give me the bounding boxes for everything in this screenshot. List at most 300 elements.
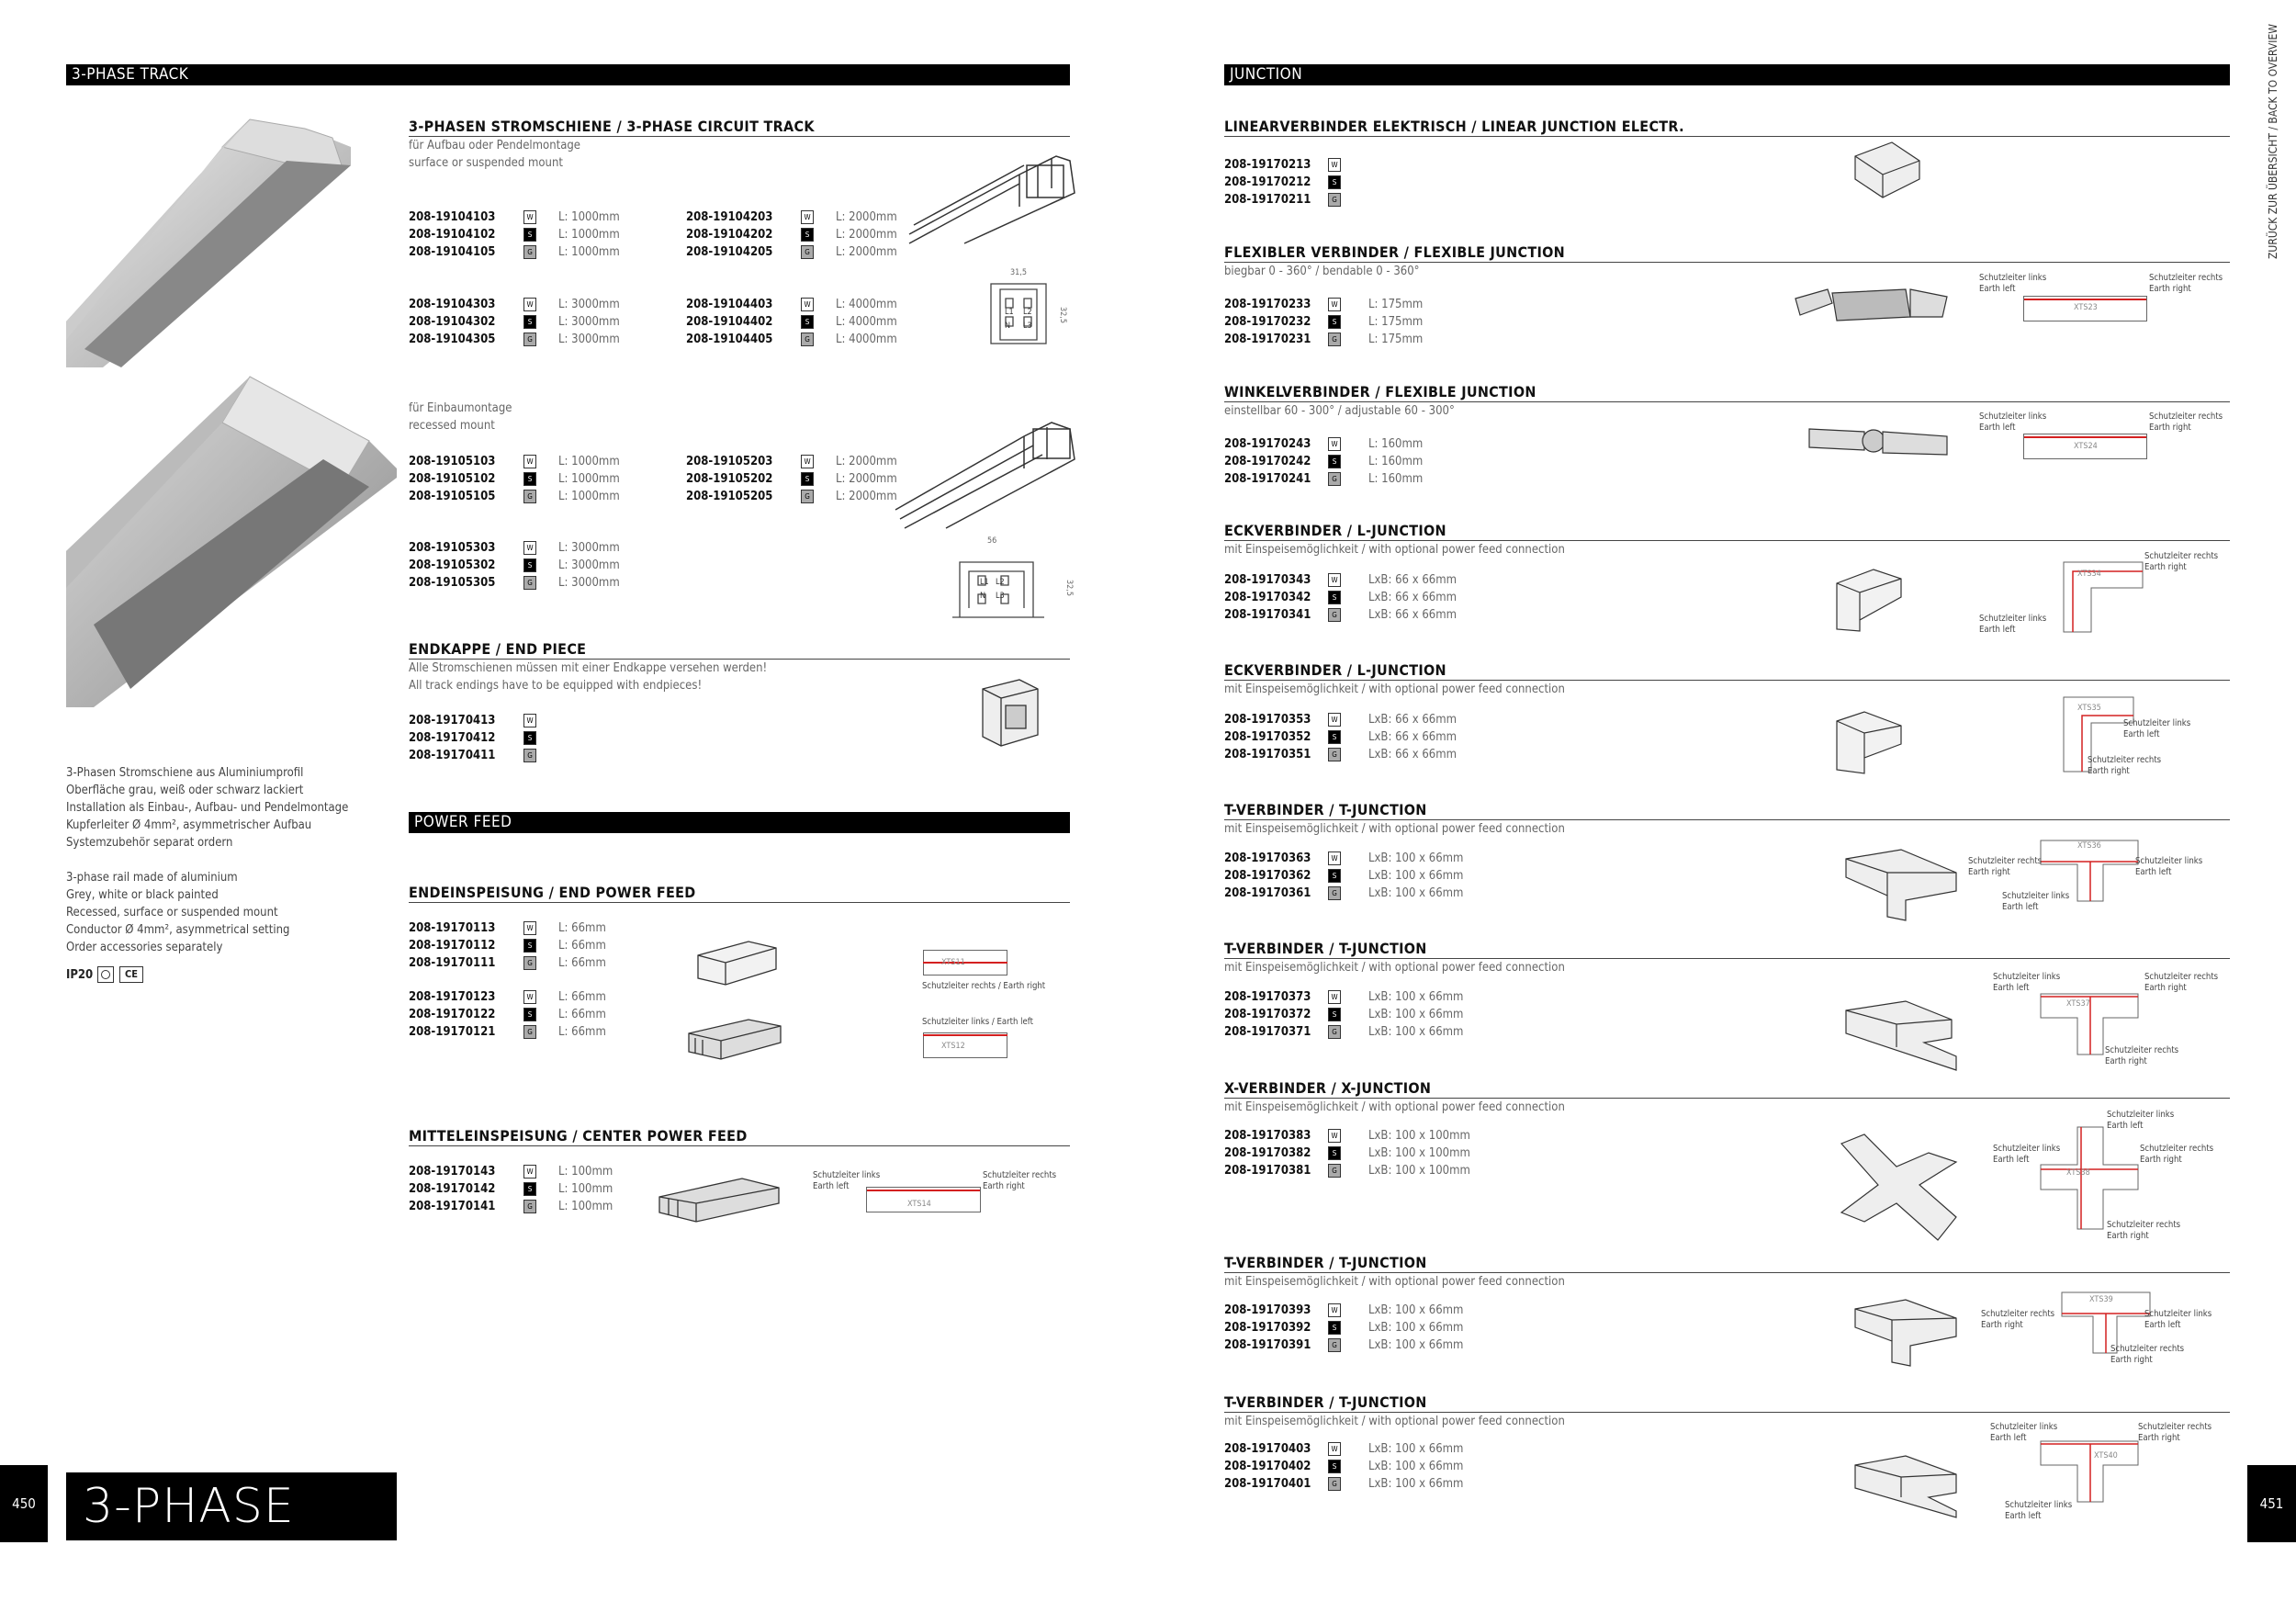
product-row <box>409 1163 684 1180</box>
xts11-label: XTS11 <box>941 958 965 967</box>
center-left-label-2: Earth left <box>813 1181 850 1191</box>
page-number-left: 450 <box>0 1465 48 1542</box>
color-swatch-icon: W <box>523 714 536 727</box>
t-junction-drawing-4 <box>1851 1451 1961 1520</box>
color-swatch-icon: G <box>523 1200 536 1213</box>
xts24-right-2: Earth right <box>2149 423 2191 433</box>
product-dimension: L: 2000mm <box>836 228 897 242</box>
article-number: 208-19104203 <box>686 210 773 224</box>
section-subtitle-1: für Aufbau oder Pendelmontage <box>409 139 581 152</box>
product-dimension: L: 2000mm <box>836 455 897 468</box>
end-feed-drawing-1 <box>693 937 781 987</box>
product-row <box>1224 711 1500 728</box>
xts37-c2: Earth right <box>2105 1056 2147 1066</box>
color-swatch-icon: S <box>523 939 536 953</box>
color-swatch-icon: S <box>523 731 536 745</box>
article-number: 208-19170122 <box>409 1008 496 1021</box>
article-number: 208-19170403 <box>1224 1442 1311 1456</box>
color-swatch-icon: W <box>523 990 536 1004</box>
article-number: 208-19170383 <box>1224 1129 1311 1143</box>
article-number: 208-19104202 <box>686 228 773 242</box>
article-number: 208-19170351 <box>1224 748 1311 761</box>
product-dimension: LxB: 66 x 66mm <box>1368 573 1458 587</box>
section-title: X-VERBINDER / X-JUNCTION <box>1224 1079 2230 1099</box>
color-swatch-icon: W <box>1328 1442 1341 1456</box>
product-row <box>1224 1127 1500 1145</box>
color-swatch-icon: S <box>1328 1008 1341 1021</box>
product-row <box>409 1023 684 1041</box>
product-row <box>1224 174 1500 191</box>
product-row <box>409 574 684 592</box>
article-number: 208-19170143 <box>409 1165 496 1179</box>
linear-junction-drawing <box>1851 142 1924 207</box>
product-group <box>1224 988 1500 1041</box>
product-row <box>1224 331 1500 348</box>
product-group <box>1224 1440 1500 1493</box>
center-feed-drawing <box>655 1174 783 1224</box>
product-row <box>686 296 962 313</box>
color-swatch-icon: G <box>1328 333 1341 346</box>
xts34-label: XTS34 <box>2077 570 2101 579</box>
t-junction-drawing-1 <box>1841 845 1961 923</box>
article-number: 208-19104403 <box>686 298 773 311</box>
recessed-subtitle-2: recessed mount <box>409 419 495 433</box>
color-swatch-icon: W <box>523 298 536 311</box>
article-number: 208-19170381 <box>1224 1164 1311 1178</box>
color-swatch-icon: S <box>523 472 536 486</box>
xts38-a2: Earth left <box>1993 1155 2030 1165</box>
product-row <box>1224 1458 1500 1475</box>
product-dimension: LxB: 100 x 66mm <box>1368 1442 1464 1456</box>
product-row <box>1224 988 1500 1006</box>
angle-junction-drawing <box>1805 418 1952 473</box>
color-swatch-icon: W <box>1328 1129 1341 1143</box>
product-dimension: LxB: 100 x 66mm <box>1368 1338 1464 1352</box>
product-row <box>409 470 684 488</box>
xts35-label: XTS35 <box>2077 704 2101 713</box>
product-row <box>409 209 684 226</box>
xts24-left-2: Earth left <box>1979 423 2016 433</box>
xts34-diagram <box>2062 560 2144 634</box>
section-title: WINKELVERBINDER / FLEXIBLE JUNCTION <box>1224 383 2230 402</box>
product-dimension: LxB: 66 x 66mm <box>1368 730 1458 744</box>
product-group <box>409 919 684 972</box>
xts40-c1: Schutzleiter links <box>2005 1500 2073 1510</box>
color-swatch-icon: G <box>523 1025 536 1039</box>
xts38-b2: Earth right <box>2140 1155 2182 1165</box>
article-number: 208-19104205 <box>686 245 773 259</box>
xts35-a2: Earth left <box>2123 729 2160 739</box>
product-group <box>1224 1127 1500 1179</box>
center-left-label-1: Schutzleiter links <box>813 1170 881 1180</box>
article-number: 208-19170231 <box>1224 333 1311 346</box>
recessed-subtitle-1: für Einbaumontage <box>409 401 512 415</box>
color-swatch-icon: G <box>523 749 536 762</box>
product-dimension: L: 3000mm <box>558 298 620 311</box>
article-number: 208-19170391 <box>1224 1338 1311 1352</box>
label2-n: N <box>980 592 986 601</box>
protection-class-icon <box>97 966 114 983</box>
product-row <box>409 1180 684 1198</box>
xts12-earth-label: Schutzleiter links / Earth left <box>922 1017 1033 1027</box>
xts40-b2: Earth right <box>2138 1433 2180 1443</box>
dimension2-height: 32,5 <box>1064 579 1075 597</box>
section-title: ECKVERBINDER / L-JUNCTION <box>1224 522 2230 541</box>
desc-de-3: Installation als Einbau-, Aufbau- und Pendelmontage <box>66 801 349 815</box>
color-swatch-icon: S <box>523 1008 536 1021</box>
section-subtitle: mit Einspeisemöglichkeit / with optional power feed connection <box>1224 1100 1565 1114</box>
center-right-label-2: Earth right <box>983 1181 1025 1191</box>
desc-de-4: Kupferleiter Ø 4mm², asymmetrischer Aufbau <box>66 818 312 832</box>
article-number: 208-19170141 <box>409 1200 496 1213</box>
product-dimension: L: 175mm <box>1368 315 1424 329</box>
color-swatch-icon: W <box>801 210 814 224</box>
article-number: 208-19104305 <box>409 333 496 346</box>
product-row <box>409 988 684 1006</box>
xts36-c2: Earth left <box>2002 902 2039 912</box>
xts11-diagram <box>923 950 1007 976</box>
article-number: 208-19170411 <box>409 749 496 762</box>
xts23-left-1: Schutzleiter links <box>1979 273 2047 283</box>
product-dimension: LxB: 100 x 66mm <box>1368 1321 1464 1335</box>
article-number: 208-19170382 <box>1224 1146 1311 1160</box>
color-swatch-icon: S <box>1328 1146 1341 1160</box>
xts36-b1: Schutzleiter links <box>2135 856 2203 866</box>
dimension-width: 31,5 <box>1010 268 1028 277</box>
color-swatch-icon: W <box>801 298 814 311</box>
color-swatch-icon: S <box>1328 315 1341 329</box>
product-row <box>409 488 684 505</box>
end-feed-drawing-2 <box>684 1015 785 1061</box>
product-row <box>1224 313 1500 331</box>
x-junction-drawing <box>1837 1130 1961 1245</box>
xts34-a1: Schutzleiter rechts <box>2144 551 2219 561</box>
product-row <box>1224 589 1500 606</box>
product-row <box>409 1006 684 1023</box>
article-number: 208-19170123 <box>409 990 496 1004</box>
product-row <box>1224 1475 1500 1493</box>
product-dimension: LxB: 100 x 66mm <box>1368 1477 1464 1491</box>
product-dimension: L: 175mm <box>1368 298 1424 311</box>
section-title: T-VERBINDER / T-JUNCTION <box>1224 1393 2230 1413</box>
desc-en-1: 3-phase rail made of aluminium <box>66 871 238 885</box>
end-piece-drawing <box>978 680 1042 749</box>
section-end-power-feed <box>409 884 1070 903</box>
section-subtitle: mit Einspeisemöglichkeit / with optional power feed connection <box>1224 961 1565 975</box>
xts23-label: XTS23 <box>2074 303 2098 312</box>
xts38-d2: Earth right <box>2107 1231 2149 1241</box>
article-number: 208-19105105 <box>409 490 496 503</box>
product-group <box>409 296 684 348</box>
product-dimension: L: 2000mm <box>836 245 897 259</box>
xts35-b2: Earth right <box>2088 766 2130 776</box>
section-header-3-phase-track: 3-PHASE TRACK <box>66 64 1070 85</box>
junction-section <box>1224 1393 2230 1430</box>
color-swatch-icon: S <box>1328 591 1341 604</box>
product-dimension: LxB: 100 x 66mm <box>1368 1008 1464 1021</box>
xts36-label: XTS36 <box>2077 841 2101 851</box>
product-dimension: L: 1000mm <box>558 245 620 259</box>
ce-mark-icon: CE <box>119 966 143 983</box>
product-dimension: L: 66mm <box>558 1025 606 1039</box>
section-title: FLEXIBLER VERBINDER / FLEXIBLE JUNCTION <box>1224 243 2230 263</box>
article-number: 208-19104302 <box>409 315 496 329</box>
section-header-junction: JUNCTION <box>1224 64 2230 85</box>
color-swatch-icon: G <box>1328 1338 1341 1352</box>
article-number: 208-19105103 <box>409 455 496 468</box>
product-dimension: L: 4000mm <box>836 315 897 329</box>
junction-section <box>1224 243 2230 280</box>
product-row <box>1224 746 1500 763</box>
color-swatch-icon: W <box>523 210 536 224</box>
article-number: 208-19105203 <box>686 455 773 468</box>
color-swatch-icon: G <box>801 333 814 346</box>
product-dimension: L: 2000mm <box>836 472 897 486</box>
section-subtitle: mit Einspeisemöglichkeit / with optional power feed connection <box>1224 1275 1565 1289</box>
section-subtitle: mit Einspeisemöglichkeit / with optional power feed connection <box>1224 682 1565 696</box>
color-swatch-icon: W <box>801 455 814 468</box>
product-group <box>1224 156 1500 209</box>
section-title: LINEARVERBINDER ELEKTRISCH / LINEAR JUNCTION ELECTR. <box>1224 118 2230 137</box>
product-row <box>409 1198 684 1215</box>
product-dimension: LxB: 100 x 66mm <box>1368 869 1464 883</box>
section-subtitle: mit Einspeisemöglichkeit / with optional power feed connection <box>1224 1415 1565 1428</box>
desc-de-2: Oberfläche grau, weiß oder schwarz lackiert <box>66 784 304 797</box>
color-swatch-icon: W <box>1328 158 1341 172</box>
color-swatch-icon: S <box>1328 730 1341 744</box>
xts34-a2: Earth right <box>2144 562 2187 572</box>
section-title: T-VERBINDER / T-JUNCTION <box>1224 940 2230 959</box>
dimension2-width: 56 <box>987 536 997 546</box>
section-title: ENDEINSPEISUNG / END POWER FEED <box>409 884 1070 903</box>
color-swatch-icon: G <box>523 490 536 503</box>
product-group <box>1224 711 1500 763</box>
xts40-diagram <box>2039 1439 2140 1504</box>
label2-l2: L2 <box>996 578 1005 587</box>
back-to-overview-text: ZURÜCK ZUR ÜBERSICHT / BACK TO OVERVIEW <box>2267 24 2279 259</box>
product-dimension: LxB: 100 x 100mm <box>1368 1164 1470 1178</box>
product-dimension: LxB: 100 x 100mm <box>1368 1129 1470 1143</box>
article-number: 208-19170112 <box>409 939 496 953</box>
product-dimension: L: 3000mm <box>558 333 620 346</box>
product-group <box>409 988 684 1041</box>
section-title: T-VERBINDER / T-JUNCTION <box>1224 801 2230 820</box>
color-swatch-icon: W <box>523 1165 536 1179</box>
product-dimension: L: 160mm <box>1368 455 1424 468</box>
label2-l1: L1 <box>980 578 989 587</box>
article-number: 208-19105305 <box>409 576 496 590</box>
color-swatch-icon: S <box>523 558 536 572</box>
article-number: 208-19105303 <box>409 541 496 555</box>
xts37-b1: Schutzleiter rechts <box>2144 972 2219 982</box>
xts14-label: XTS14 <box>907 1200 931 1209</box>
product-row <box>409 712 684 729</box>
color-swatch-icon: G <box>523 333 536 346</box>
product-row <box>1224 191 1500 209</box>
dimension-height: 32,5 <box>1058 306 1068 324</box>
xts36-a2: Earth right <box>1968 867 2010 877</box>
desc-en-2: Grey, white or black painted <box>66 888 219 902</box>
color-swatch-icon: S <box>801 228 814 242</box>
color-swatch-icon: S <box>523 315 536 329</box>
article-number: 208-19170211 <box>1224 193 1311 207</box>
product-dimension: L: 66mm <box>558 921 606 935</box>
product-group <box>409 712 684 764</box>
color-swatch-icon: G <box>1328 472 1341 486</box>
product-dimension: LxB: 100 x 66mm <box>1368 886 1464 900</box>
color-swatch-icon: G <box>1328 193 1341 207</box>
color-swatch-icon: S <box>1328 455 1341 468</box>
xts37-b2: Earth right <box>2144 983 2187 993</box>
desc-en-5: Order accessories separately <box>66 941 223 954</box>
t-junction-drawing-2 <box>1841 997 1961 1075</box>
xts35-a1: Schutzleiter links <box>2123 718 2191 728</box>
section-title: 3-PHASEN STROMSCHIENE / 3-PHASE CIRCUIT TRACK <box>409 118 1070 137</box>
color-swatch-icon: S <box>1328 869 1341 883</box>
color-swatch-icon: G <box>1328 1164 1341 1178</box>
product-row <box>1224 867 1500 885</box>
xts24-label: XTS24 <box>2074 442 2098 451</box>
article-number: 208-19170343 <box>1224 573 1311 587</box>
article-number: 208-19170361 <box>1224 886 1311 900</box>
product-dimension: L: 100mm <box>558 1165 613 1179</box>
product-row <box>1224 850 1500 867</box>
article-number: 208-19105102 <box>409 472 496 486</box>
article-number: 208-19170111 <box>409 956 496 970</box>
xts23-left-2: Earth left <box>1979 284 2016 294</box>
xts24-left-1: Schutzleiter links <box>1979 412 2047 422</box>
color-swatch-icon: G <box>1328 886 1341 900</box>
page-number-right: 451 <box>2247 1465 2296 1542</box>
product-row <box>1224 1336 1500 1354</box>
xts12-diagram <box>923 1032 1007 1058</box>
xts34-b1: Schutzleiter links <box>1979 614 2047 624</box>
product-dimension: L: 4000mm <box>836 298 897 311</box>
track-line-drawing-surface <box>909 138 1084 243</box>
xts37-label: XTS37 <box>2066 999 2090 1009</box>
recessed-profile-drawing <box>951 553 1047 622</box>
color-swatch-icon: W <box>1328 573 1341 587</box>
product-dimension: L: 1000mm <box>558 210 620 224</box>
article-number: 208-19170353 <box>1224 713 1311 727</box>
product-row <box>1224 728 1500 746</box>
product-dimension: L: 175mm <box>1368 333 1424 346</box>
section-header-power-feed: POWER FEED <box>409 812 1070 833</box>
xts12-label: XTS12 <box>941 1042 965 1051</box>
article-number: 208-19170392 <box>1224 1321 1311 1335</box>
section-subtitle: mit Einspeisemöglichkeit / with optional power feed connection <box>1224 543 1565 557</box>
color-swatch-icon: W <box>1328 1303 1341 1317</box>
section-subtitle-1: Alle Stromschienen müssen mit einer Endkappe versehen werden! <box>409 661 768 675</box>
color-swatch-icon: W <box>1328 851 1341 865</box>
xts38-c1: Schutzleiter links <box>2107 1110 2175 1120</box>
label2-l3: L3 <box>996 592 1005 601</box>
color-swatch-icon: S <box>801 472 814 486</box>
article-number: 208-19170241 <box>1224 472 1311 486</box>
product-dimension: LxB: 100 x 66mm <box>1368 1303 1464 1317</box>
color-swatch-icon: G <box>801 245 814 259</box>
desc-en-3: Recessed, surface or suspended mount <box>66 906 278 919</box>
product-row <box>686 313 962 331</box>
product-dimension: LxB: 66 x 66mm <box>1368 591 1458 604</box>
label-l2: L2 <box>1023 308 1032 317</box>
product-row <box>1224 1023 1500 1041</box>
xts40-c2: Earth left <box>2005 1511 2042 1521</box>
xts40-a1: Schutzleiter links <box>1990 1422 2058 1432</box>
center-right-label-1: Schutzleiter rechts <box>983 1170 1057 1180</box>
article-number: 208-19170362 <box>1224 869 1311 883</box>
product-group <box>686 296 962 348</box>
xts23-right-2: Earth right <box>2149 284 2191 294</box>
article-number: 208-19170363 <box>1224 851 1311 865</box>
color-swatch-icon: S <box>1328 1460 1341 1473</box>
article-number: 208-19105202 <box>686 472 773 486</box>
article-number: 208-19105302 <box>409 558 496 572</box>
section-subtitle: mit Einspeisemöglichkeit / with optional power feed connection <box>1224 822 1565 836</box>
track-line-drawing-recessed <box>895 418 1079 533</box>
xts38-c2: Earth left <box>2107 1121 2144 1131</box>
product-row <box>409 557 684 574</box>
article-number: 208-19104105 <box>409 245 496 259</box>
product-dimension: L: 2000mm <box>836 210 897 224</box>
desc-de-1: 3-Phasen Stromschiene aus Aluminiumprofil <box>66 766 304 780</box>
junction-section <box>1224 1254 2230 1291</box>
product-dimension: LxB: 100 x 66mm <box>1368 851 1464 865</box>
product-row <box>409 539 684 557</box>
article-number: 208-19170142 <box>409 1182 496 1196</box>
product-row <box>1224 1319 1500 1336</box>
section-title: T-VERBINDER / T-JUNCTION <box>1224 1254 2230 1273</box>
product-row <box>1224 156 1500 174</box>
xts38-d1: Schutzleiter rechts <box>2107 1220 2181 1230</box>
product-row <box>409 747 684 764</box>
product-dimension: LxB: 66 x 66mm <box>1368 713 1458 727</box>
back-to-overview-link[interactable] <box>2264 20 2282 268</box>
section-title: MITTELEINSPEISUNG / CENTER POWER FEED <box>409 1127 1070 1146</box>
xts39-b2: Earth left <box>2144 1320 2181 1330</box>
product-row <box>1224 1145 1500 1162</box>
color-swatch-icon: S <box>1328 1321 1341 1335</box>
article-number: 208-19170113 <box>409 921 496 935</box>
product-row <box>409 331 684 348</box>
article-number: 208-19170342 <box>1224 591 1311 604</box>
product-row <box>686 331 962 348</box>
l-junction-drawing-2 <box>1832 707 1906 776</box>
product-dimension: L: 66mm <box>558 1008 606 1021</box>
xts34-b2: Earth left <box>1979 625 2016 635</box>
article-number: 208-19104102 <box>409 228 496 242</box>
section-subtitle-2: surface or suspended mount <box>409 156 563 170</box>
product-row <box>1224 1440 1500 1458</box>
footer-title: 3-PHASE TRACK <box>66 1472 397 1540</box>
junction-section <box>1224 661 2230 698</box>
color-swatch-icon: W <box>523 541 536 555</box>
color-swatch-icon: S <box>801 315 814 329</box>
product-dimension: L: 3000mm <box>558 541 620 555</box>
product-row <box>1224 470 1500 488</box>
article-number: 208-19170352 <box>1224 730 1311 744</box>
product-dimension: L: 160mm <box>1368 437 1424 451</box>
section-center-power-feed <box>409 1127 1070 1146</box>
product-dimension: LxB: 66 x 66mm <box>1368 748 1458 761</box>
color-swatch-icon: W <box>523 455 536 468</box>
color-swatch-icon: W <box>1328 437 1341 451</box>
product-row <box>409 453 684 470</box>
ip-rating: IP20 <box>66 968 94 982</box>
product-dimension: LxB: 100 x 66mm <box>1368 1460 1464 1473</box>
label-n: N <box>1005 321 1011 331</box>
color-swatch-icon: G <box>523 956 536 970</box>
